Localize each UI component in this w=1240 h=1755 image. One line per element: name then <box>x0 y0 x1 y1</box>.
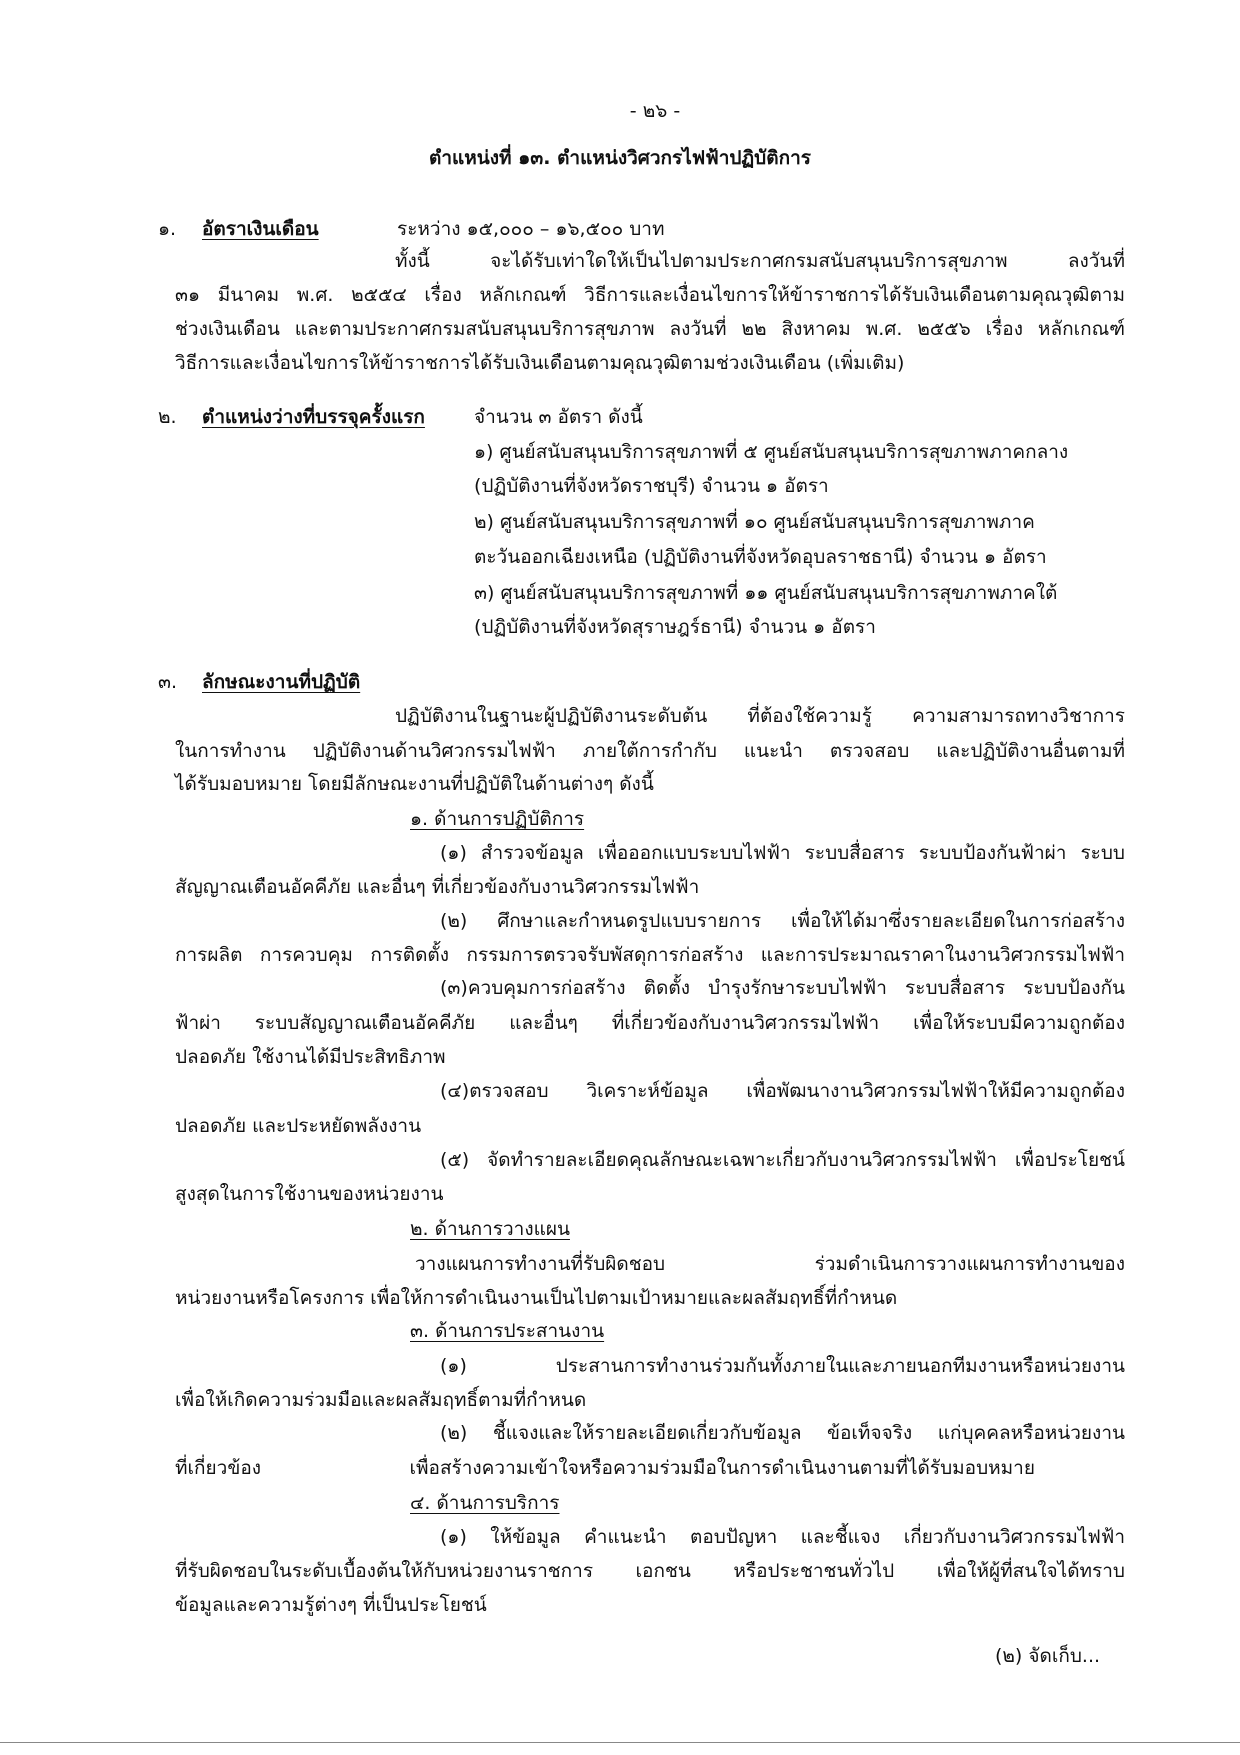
operations-line: การผลิต การควบคุม การติดตั้ง กรรมการตรวจรับพัสดุการก่อสร้าง และการประมาณราคาในงานวิศวกรรมไฟฟ้า <box>175 944 1125 966</box>
continuation-text: (๒) จัดเก็บ... <box>995 1645 1101 1667</box>
subsection-operations-heading: ๑. ด้านการปฏิบัติการ <box>410 808 585 830</box>
operations-line: (๑) สำรวจข้อมูล เพื่อออกแบบระบบไฟฟ้า ระบบสื่อสาร ระบบป้องกันฟ้าผ่า ระบบ <box>440 842 1125 864</box>
operations-line: สัญญาณเตือนอัคคีภัย และอื่นๆ ที่เกี่ยวข้องกับงานวิศวกรรมไฟฟ้า <box>175 876 700 898</box>
section-1-heading: อัตราเงินเดือน <box>202 218 319 240</box>
section-3-heading: ลักษณะงานที่ปฏิบัติ <box>202 671 361 693</box>
operations-line: สูงสุดในการใช้งานของหน่วยงาน <box>175 1183 444 1205</box>
section-2-line: ๑) ศูนย์สนับสนุนบริการสุขภาพที่ ๕ ศูนย์สนับสนุนบริการสุขภาพภาคกลาง <box>474 441 1069 463</box>
planning-line: วางแผนการทำงานที่รับผิดชอบ ร่วมดำเนินการวางแผนการทำงานของ <box>415 1253 1125 1275</box>
operations-line: (๕) จัดทำรายละเอียดคุณลักษณะเฉพาะเกี่ยวกับงานวิศวกรรมไฟฟ้า เพื่อประโยชน์ <box>440 1149 1125 1171</box>
section-3-number: ๓. <box>158 671 178 693</box>
subsection-coordination-heading: ๓. ด้านการประสานงาน <box>410 1320 605 1342</box>
section-2-number: ๒. <box>158 406 177 428</box>
coordination-line: ที่เกี่ยวข้อง เพื่อสร้างความเข้าใจหรือความร่วมมือในการดำเนินงานตามที่ได้รับมอบหมาย <box>175 1457 1035 1479</box>
operations-line: ปลอดภัย ใช้งานได้มีประสิทธิภาพ <box>175 1046 446 1068</box>
section-3-intro-line: ได้รับมอบหมาย โดยมีลักษณะงานที่ปฏิบัติในด้านต่างๆ ดังนี้ <box>175 773 654 795</box>
service-line: ข้อมูลและความรู้ต่างๆ ที่เป็นประโยชน์ <box>175 1594 487 1616</box>
section-2-line: (ปฏิบัติงานที่จังหวัดราชบุรี) จำนวน ๑ อัตรา <box>474 475 829 497</box>
section-1-salary-range: ระหว่าง ๑๕,๐๐๐ – ๑๖,๕๐๐ บาท <box>397 218 665 240</box>
service-line: ที่รับผิดชอบในระดับเบื้องต้นให้กับหน่วยงานราชการ เอกชน หรือประชาชนทั่วไป เพื่อให้ผู้ที่สนใจได้ทราบ <box>175 1560 1125 1582</box>
subsection-planning-heading: ๒. ด้านการวางแผน <box>410 1218 570 1240</box>
section-1-line: ทั้งนี้ จะได้รับเท่าใดให้เป็นไปตามประกาศกรมสนับสนุนบริการสุขภาพ ลงวันที่ <box>395 250 1125 272</box>
operations-line: ปลอดภัย และประหยัดพลังงาน <box>175 1115 422 1137</box>
section-3-intro-line: ปฏิบัติงานในฐานะผู้ปฏิบัติงานระดับต้น ที่ต้องใช้ความรู้ ความสามารถทางวิชาการ <box>395 705 1125 727</box>
bottom-edge-line <box>0 1742 1240 1743</box>
section-3-intro-line: ในการทำงาน ปฏิบัติงานด้านวิศวกรรมไฟฟ้า ภายใต้การกำกับ แนะนำ ตรวจสอบ และปฏิบัติงานอื่นตามที่ <box>175 740 1125 762</box>
operations-line: (๓)ควบคุมการก่อสร้าง ติดตั้ง บำรุงรักษาระบบไฟฟ้า ระบบสื่อสาร ระบบป้องกัน <box>440 977 1125 999</box>
operations-line: (๒) ศึกษาและกำหนดรูปแบบรายการ เพื่อให้ได้มาซึ่งรายละเอียดในการก่อสร้าง <box>440 910 1125 932</box>
operations-line: ฟ้าผ่า ระบบสัญญาณเตือนอัคคีภัย และอื่นๆ ที่เกี่ยวข้องกับงานวิศวกรรมไฟฟ้า เพื่อให้ระบบมีความถูกต้อง <box>175 1012 1125 1034</box>
section-2-heading: ตำแหน่งว่างที่บรรจุครั้งแรก <box>202 406 425 428</box>
section-2-line: (ปฏิบัติงานที่จังหวัดสุราษฎร์ธานี) จำนวน ๑ อัตรา <box>474 616 876 638</box>
section-1-line: วิธีการและเงื่อนไขการให้ข้าราชการได้รับเงินเดือนตามคุณวุฒิตามช่วงเงินเดือน (เพิ่มเติม) <box>175 352 905 374</box>
section-2-line: ตะวันออกเฉียงเหนือ (ปฏิบัติงานที่จังหวัดอุบลราชธานี) จำนวน ๑ อัตรา <box>474 546 1047 568</box>
planning-line: หน่วยงานหรือโครงการ เพื่อให้การดำเนินงานเป็นไปตามเป้าหมายและผลสัมฤทธิ์ที่กำหนด <box>175 1287 898 1309</box>
coordination-line: (๑) ประสานการทำงานร่วมกันทั้งภายในและภายนอกทีมงานหรือหน่วยงาน <box>440 1355 1125 1377</box>
coordination-line: (๒) ชี้แจงและให้รายละเอียดเกี่ยวกับข้อมูล ข้อเท็จจริง แก่บุคคลหรือหน่วยงาน <box>440 1422 1125 1444</box>
page-title: ตำแหน่งที่ ๑๓. ตำแหน่งวิศวกรไฟฟ้าปฏิบัติการ <box>429 147 811 169</box>
section-1-line: ช่วงเงินเดือน และตามประกาศกรมสนับสนุนบริการสุขภาพ ลงวันที่ ๒๒ สิงหาคม พ.ศ. ๒๕๕๖ เรื่อง หลักเกณฑ์ <box>175 318 1125 340</box>
section-1-line: ๓๑ มีนาคม พ.ศ. ๒๕๕๔ เรื่อง หลักเกณฑ์ วิธีการและเงื่อนไขการให้ข้าราชการได้รับเงินเดือนตามคุณวุฒิตาม <box>175 284 1125 306</box>
service-line: (๑) ให้ข้อมูล คำแนะนำ ตอบปัญหา และชี้แจง เกี่ยวกับงานวิศวกรรมไฟฟ้า <box>440 1526 1125 1548</box>
page-number: - ๒๖ - <box>629 100 681 122</box>
section-2-line: ๓) ศูนย์สนับสนุนบริการสุขภาพที่ ๑๑ ศูนย์สนับสนุนบริการสุขภาพภาคใต้ <box>474 582 1058 604</box>
section-2-line: ๒) ศูนย์สนับสนุนบริการสุขภาพที่ ๑๐ ศูนย์สนับสนุนบริการสุขภาพภาค <box>474 511 1035 533</box>
operations-line: (๔)ตรวจสอบ วิเคราะห์ข้อมูล เพื่อพัฒนางานวิศวกรรมไฟฟ้าให้มีความถูกต้อง <box>440 1080 1125 1102</box>
coordination-line: เพื่อให้เกิดความร่วมมือและผลสัมฤทธิ์ตามที่กำหนด <box>175 1389 587 1411</box>
section-1-number: ๑. <box>158 218 177 240</box>
section-2-count: จำนวน ๓ อัตรา ดังนี้ <box>474 406 643 428</box>
subsection-service-heading: ๔. ด้านการบริการ <box>410 1492 560 1514</box>
